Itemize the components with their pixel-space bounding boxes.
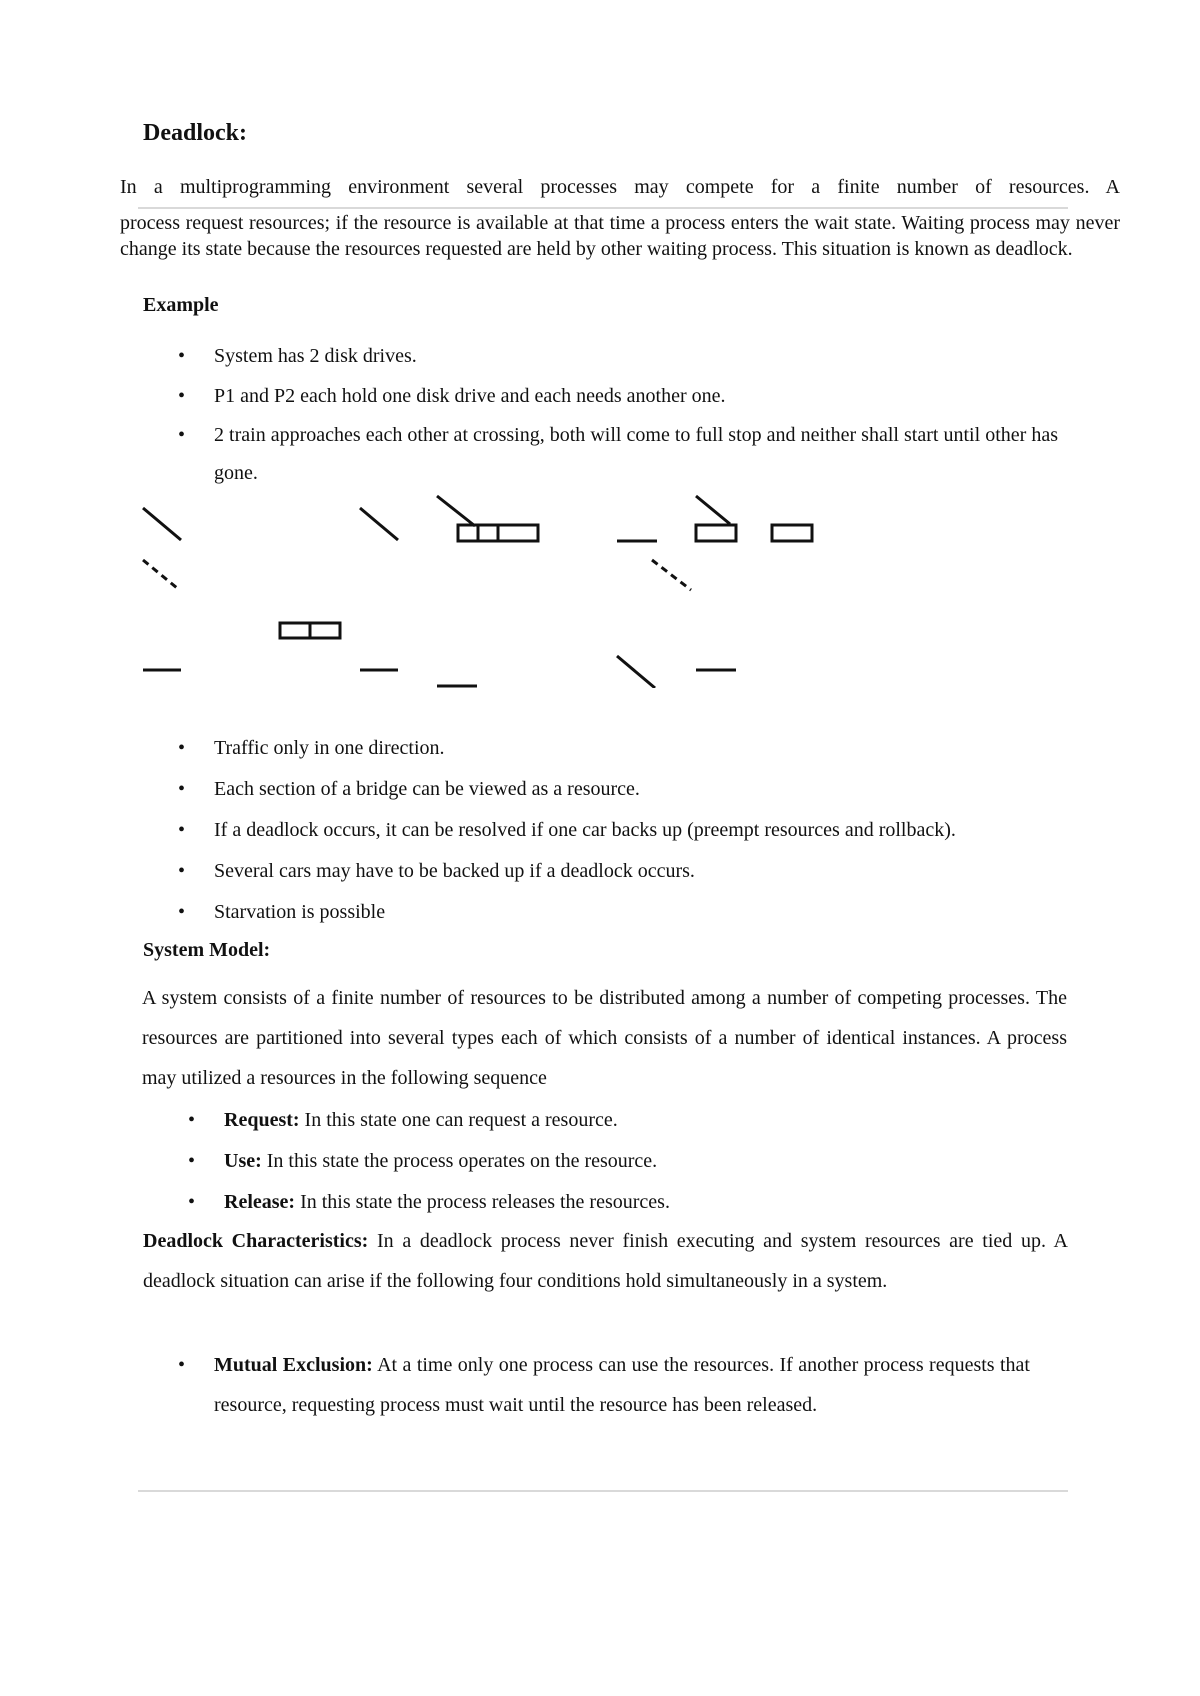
diagram-stroke xyxy=(696,496,730,524)
list-item: • Several cars may have to be backed up if a deadlock occurs. xyxy=(178,851,1078,892)
list-item: • Each section of a bridge can be viewed as a resource. xyxy=(178,769,1078,810)
diagram-dashed-stroke xyxy=(143,560,177,588)
list-item: • System has 2 disk drives. xyxy=(178,336,1058,376)
bullet-icon: • xyxy=(188,1109,196,1131)
list-item: • Request: In this state one can request a resource. xyxy=(188,1100,1068,1141)
characteristics-heading: Deadlock Characteristics: xyxy=(143,1230,369,1252)
bullet-icon: • xyxy=(178,901,186,923)
characteristics-list xyxy=(178,1345,1030,1425)
bullet-icon: • xyxy=(188,1150,196,1172)
intro-paragraph: process request resources; if the resource is available at that time a process enters the wait state. Waiting process may never change its state because the resources requested are held by other waiting process. This situation is known as deadlock. xyxy=(120,212,1120,260)
diagram-dashed-stroke xyxy=(652,560,691,590)
diagram-box xyxy=(772,525,812,541)
bridge-crossing-diagram xyxy=(130,488,750,688)
diagram-stroke xyxy=(617,656,655,688)
diagram-stroke xyxy=(437,496,475,526)
bullet-icon: • xyxy=(178,345,186,367)
system-model-paragraph: A system consists of a finite number of resources to be distributed among a number of competing processes. The resources are partitioned into several types each of which consists of a number of identical instances. A process may utilized a resources in the following sequence xyxy=(142,987,1067,1089)
bullet-icon: • xyxy=(178,778,186,800)
divider-top xyxy=(138,207,1068,209)
list-item: • Mutual Exclusion: At a time only one process can use the resources. If another process requests that resource, requesting process must wait until the resource has been released. xyxy=(178,1345,1030,1425)
list-item: • Use: In this state the process operates on the resource. xyxy=(188,1141,1068,1182)
diagram-stroke xyxy=(143,508,181,540)
intro-first-line: In a multiprogramming environment several processes may compete for a finite number of resources. A xyxy=(120,176,1120,198)
bullet-icon: • xyxy=(178,1354,186,1376)
list-item: • If a deadlock occurs, it can be resolved if one car backs up (preempt resources and rollback). xyxy=(178,810,1078,851)
bullet-icon: • xyxy=(178,860,186,882)
list-item: • 2 train approaches each other at crossing, both will come to full stop and neither shall start until other has gone. xyxy=(178,416,1058,492)
page-title: Deadlock: xyxy=(143,120,247,146)
list-item: • P1 and P2 each hold one disk drive and each needs another one. xyxy=(178,376,1058,416)
divider-bottom xyxy=(138,1490,1068,1492)
characteristics-paragraph: Deadlock Characteristics: In a deadlock process never finish executing and system resources are tied up. A deadlock situation can arise if the following four conditions hold simultaneously in a system. xyxy=(143,1230,1068,1292)
bullet-icon: • xyxy=(178,737,186,759)
list-item: • Traffic only in one direction. xyxy=(178,728,1078,769)
system-model-heading: System Model: xyxy=(143,939,271,961)
list-item: • Starvation is possible xyxy=(178,892,1078,933)
diagram-box-right xyxy=(770,523,820,543)
system-model-list xyxy=(188,1100,1068,1223)
list-item: • Release: In this state the process releases the resources. xyxy=(188,1182,1068,1223)
bullet-icon: • xyxy=(178,385,186,407)
bridge-bullet-list xyxy=(178,728,1078,933)
example-heading: Example xyxy=(143,294,219,316)
bullet-icon: • xyxy=(188,1191,196,1213)
bullet-icon: • xyxy=(178,424,186,446)
example-bullet-list xyxy=(178,336,1058,492)
bullet-icon: • xyxy=(178,819,186,841)
diagram-stroke xyxy=(360,508,398,540)
diagram-box xyxy=(696,525,736,541)
